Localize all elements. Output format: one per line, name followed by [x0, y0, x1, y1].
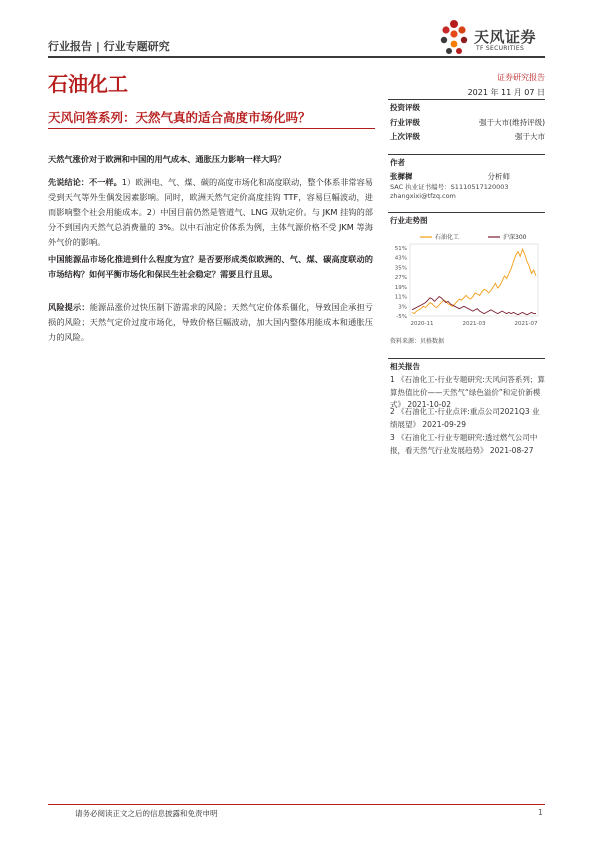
y-tick-label: 43%: [394, 255, 407, 262]
sector-title: 石油化工: [48, 72, 128, 96]
sidebar-rule-3: [388, 212, 545, 213]
risk-lead: 风险提示：: [48, 302, 90, 312]
related-item-2[interactable]: 2 《石油化工-行业点评:重点公司2021Q3 业绩展望》 2021-09-29: [390, 407, 540, 429]
y-tick-label: 51%: [394, 246, 407, 252]
author-email[interactable]: zhangxixi@tfzq.com: [390, 192, 456, 200]
header-tag: 行业报告 | 行业专题研究: [48, 40, 170, 53]
risk-text: 能源品涨价过快压制下游需求的风险；天然气定价体系僵化，导致国企承担亏损的风险；天然气定价过度市场化，导致价格巨幅波动，加大国内整体用能成本和通胀压力的风险。: [48, 302, 373, 342]
legend-label-1: 石油化工: [435, 234, 460, 241]
answer-1: [48, 175, 373, 250]
industry-rating-row: [390, 117, 545, 128]
sidebar-rule-4: [388, 358, 545, 359]
y-tick-label: 35%: [394, 265, 407, 272]
logo-en-text: TF SECURITIES: [476, 45, 525, 52]
risk-paragraph: [48, 300, 373, 345]
author-license: SAC 执业证书编号：S1110517120003: [390, 183, 509, 191]
y-tick-label: 19%: [394, 284, 407, 291]
industry-rating-label: 行业评级: [390, 118, 420, 127]
author-title: 作者: [390, 158, 405, 167]
y-tick-label: 11%: [394, 294, 407, 301]
legend-label-2: 沪深300: [503, 234, 527, 241]
report-date: 2021 年 11 月 07 日: [467, 88, 545, 97]
page-number: 1: [538, 808, 543, 817]
chart-source: 资料来源：贝格数据: [390, 338, 445, 345]
series-line-2: [412, 297, 536, 315]
tf-securities-logo: [436, 18, 551, 58]
related-item-3[interactable]: 3 《石油化工-行业专题研究:透过燃气公司中报，看天然气行业发展趋势》 2021-08-27: [390, 433, 538, 455]
report-type: 证券研究报告: [497, 73, 545, 82]
rating-title: 投资评级: [390, 103, 420, 112]
question-2: 中国能源品市场化推进到什么程度为宜？是否要形成类似欧洲的、气、煤、碳高度联动的市场结构？如何平衡市场化和保民生社会稳定？需要且行且思。: [48, 254, 373, 279]
related-item-1[interactable]: 1 《石油化工-行业专题研究:天风问答系列；算算热值比价——天然气“绿色溢价”和定价新模式》 2021-10-02: [390, 375, 545, 409]
author-name: 张樨樨: [390, 172, 413, 181]
answer-1-text: 1）欧洲电、气、煤、碳的高度市场化和高度联动，整个体系非常容易受到天气等外生偶发因素影响。同时，欧洲天然气定价高度挂钩 TTF，容易巨幅波动，进而影响整个社会用能成本。2）中国目前仍然是管道气、LNG 双轨定价。与 JKM 挂钩的部分不到国内天然气总消费量的 3%。以中石油定价体系为例，主体气源价格不受 JKM 等海外气价的影响。: [48, 177, 373, 247]
chart-frame: [410, 244, 538, 316]
logo-cn-text: 天风证券: [474, 28, 537, 46]
chart-title: 行业走势图: [390, 216, 428, 225]
footer-rule: [48, 804, 545, 805]
author-role: 分析师: [487, 172, 510, 181]
header-rule: [48, 56, 545, 58]
industry-trend-chart: [388, 228, 546, 330]
y-tick-label: 3%: [398, 304, 407, 311]
series-line-1: [412, 249, 536, 313]
industry-rating-value: 强于大市(维持评级): [479, 118, 545, 127]
x-tick-label: 2021-07: [514, 321, 538, 327]
sidebar-rule-1: [388, 99, 545, 100]
prev-rating-value: 强于大市: [515, 132, 545, 141]
answer-1-lead: 先说结论：不一样。: [48, 177, 122, 187]
y-tick-label: -5%: [396, 314, 407, 320]
author-row: [390, 171, 510, 182]
y-tick-label: 27%: [394, 275, 407, 282]
sidebar-rule-2: [388, 154, 545, 155]
report-title: 天风问答系列：天然气真的适合高度市场化吗？: [48, 110, 311, 125]
related-title: 相关报告: [390, 362, 420, 371]
prev-rating-label: 上次评级: [390, 132, 420, 141]
x-tick-label: 2021-03: [462, 321, 486, 327]
title-rule: [48, 128, 375, 129]
question-1: 天然气涨价对于欧洲和中国的用气成本、通胀压力影响一样大吗？: [48, 154, 286, 164]
footer-disclaimer: 请务必阅读正文之后的信息披露和免责申明: [75, 809, 218, 818]
x-tick-label: 2020-11: [410, 321, 434, 327]
prev-rating-row: [390, 131, 545, 142]
logo-mark-icon: [436, 18, 472, 58]
